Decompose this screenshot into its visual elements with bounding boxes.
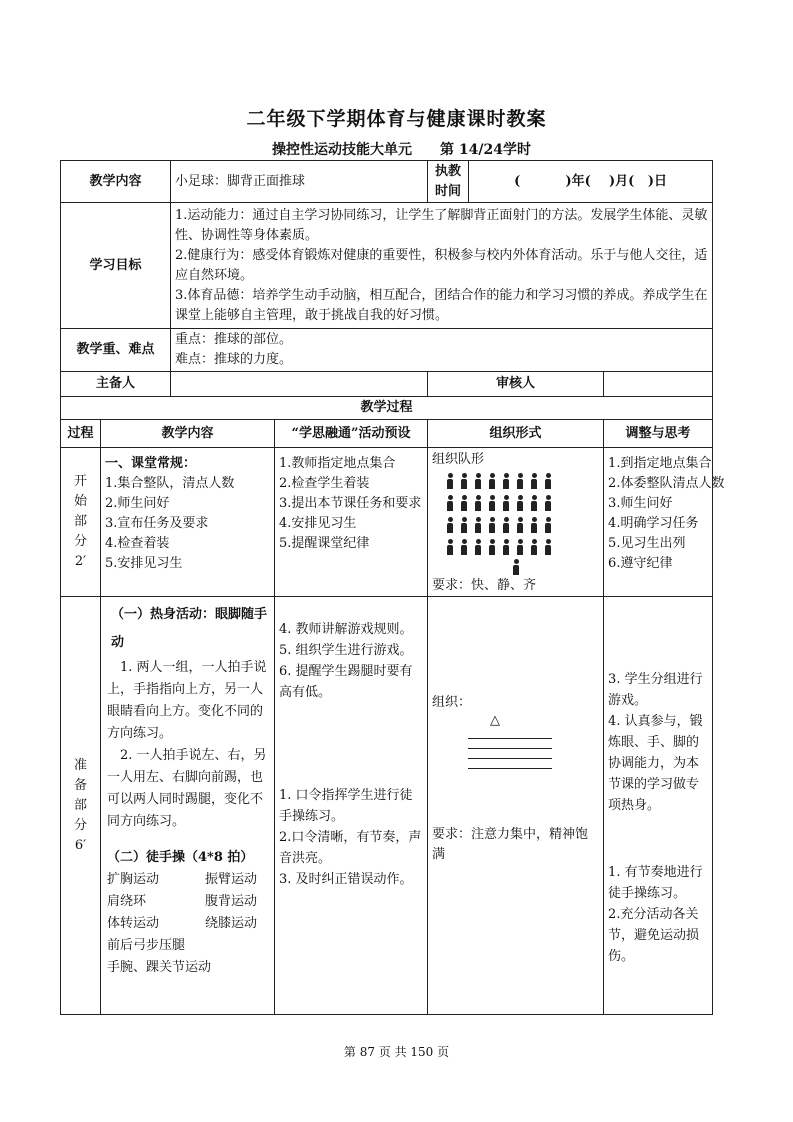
student-icon [488,539,496,555]
start-content-item: 4.检查着装 [105,536,170,551]
formation-diagram [432,470,599,576]
page-footer: 第 87 页 共 150 页 [343,1045,450,1059]
gym-item: 肩绕环 [107,894,147,909]
start-activity-item: 3.提出本节课任务和要求 [279,496,422,511]
col-adjust: 调整与思考 [604,420,713,448]
start-adjust-item: 6.遵守纪律 [608,556,673,571]
col-content: 教学内容 [101,420,275,448]
page-title: 二年级下学期体育与健康课时教案 [246,108,547,130]
goals-row [61,203,713,329]
lesson-number: 第 14/24学时 [440,142,531,158]
student-icon [446,473,454,489]
student-icon [474,539,482,555]
teacher-row [432,558,599,576]
gym-row [107,957,268,979]
student-row [446,470,599,492]
process-heading-row [61,397,713,420]
gym-row [107,891,268,913]
student-row [446,492,599,514]
prep-adjust-item: 2.充分活动各关节，避免运动损伤。 [608,907,700,964]
warmup-step: 2. 一人拍手说左、右，另一人用左、右脚向前踢，也可以两人同时踢腿，变化不同方向练习。 [107,748,267,829]
start-adjust [604,448,725,597]
student-icon [488,517,496,533]
prep-activity-item: 4. 教师讲解游戏规则。 [279,622,413,637]
process-heading: 教学过程 [61,397,713,420]
student-icon [516,473,524,489]
gym-item: 体转运动 [107,916,160,931]
goal-item: 2.健康行为：感受体育锻炼对健康的重要性，积极参与校内外体育活动。乐于与他人交往，适应自然环境。 [175,247,708,283]
student-icon [460,517,468,533]
gym-row [107,913,268,935]
prep-adjust-item: 3. 学生分组进行游戏。 [608,672,703,708]
start-adjust-item: 4.明确学习任务 [608,516,699,531]
prep-activity-item: 1. 口令指挥学生进行徒手操练习。 [279,788,413,824]
prep-activity-item: 3. 及时纠正错误动作。 [279,872,413,887]
start-activity-item: 1.教师指定地点集合 [279,456,396,471]
key-points-content [171,329,713,372]
student-icon [516,495,524,511]
gym-item: 扩胸运动 [107,872,160,887]
prep-row [61,372,713,397]
prep-activity-item: 6. 提醒学生踢腿时要有高有低。 [279,664,413,700]
exec-label-1: 执教 [435,163,462,179]
prep-org-requirement: 要求：注意力集中，精神饱满 [432,827,589,862]
student-icon [530,495,538,511]
gym-item: 手腕、踝关节运动 [107,960,212,975]
gym-title: （二）徒手操（4*8 拍） [107,850,254,865]
phase-char: 分 [73,817,87,833]
phase-char: 开 [73,474,87,489]
col-stage: 过程 [61,420,101,448]
start-content-item: 2.师生问好 [105,496,170,511]
unit-name: 操控性运动技能大单元 [272,142,412,158]
student-icon [544,539,552,555]
student-icon [460,495,468,511]
rank-line [468,738,552,739]
key-points-row [61,329,713,372]
difficulty-point: 难点：推球的力度。 [175,352,293,367]
start-organization [428,448,604,597]
phase-char: 2′ [74,554,87,569]
warmup-step: 1. 两人一组，一人拍手说上，手指指向上方，另一人眼睛看向上方。变化不同的方向练习。 [107,660,267,741]
student-icon [460,539,468,555]
key-points-label: 教学重、难点 [61,329,171,372]
exec-time-label [428,161,469,203]
gym-item: 振臂运动 [205,872,258,887]
student-icon [446,539,454,555]
prep-section-row [61,597,713,1015]
start-adjust-item: 3.师生问好 [608,496,673,511]
student-icon [516,539,524,555]
student-icon [502,473,510,489]
gym-row [107,869,268,891]
rank-line [468,768,552,769]
student-icon [474,473,482,489]
phase-char: 始 [73,494,87,509]
student-icon [502,517,510,533]
student-icon [516,517,524,533]
start-content-item: 3.宣布任务及要求 [105,516,209,531]
warmup-title: （一）热身活动：眼脚随手动 [111,607,268,650]
student-icon [474,495,482,511]
preparer-value [171,372,428,397]
phase-char: 6′ [74,837,87,853]
phase-char: 部 [73,514,87,529]
gym-row [107,935,268,957]
prep-activity-item: 5. 组织学生进行游戏。 [279,643,413,658]
student-icon [446,517,454,533]
col-organization: 组织形式 [428,420,604,448]
start-adjust-item: 1.到指定地点集合 [608,456,712,471]
student-icon [474,517,482,533]
start-adjust-item: 2.体委整队清点人数 [608,476,725,491]
goal-item: 3.体育品德：培养学生动手动脑，相互配合，团结合作的能力和学习习惯的养成。养成学生在课堂上能够自主管理，敢于挑战自我的好习惯。 [175,287,708,323]
formation-requirement: 要求：快、静、齐 [432,578,537,593]
student-icon [530,473,538,489]
col-activity: “学思融通”活动预设 [275,420,428,448]
reviewer-label: 审核人 [428,372,604,397]
phase-char: 准 [73,757,87,773]
phase-start [61,448,101,597]
student-icon [488,473,496,489]
prep-content [101,597,275,1015]
line-formation-diagram [432,713,599,769]
start-activity-item: 2.检查学生着装 [279,476,370,491]
date-value: ( )年( )月( )日 [469,161,713,203]
student-icon [488,495,496,511]
student-icon [460,473,468,489]
exec-label-2: 时间 [435,183,462,199]
teacher-icon [512,559,520,575]
process-columns-row [61,420,713,448]
start-activity-item: 4.安排见习生 [279,516,357,531]
student-row [446,536,599,558]
rank-line [468,748,552,749]
phase-char: 分 [73,534,87,549]
content-value: 小足球：脚背正面推球 [171,161,428,203]
org-label: 组织： [432,695,472,710]
student-icon [502,539,510,555]
student-icon [530,539,538,555]
teacher-triangle-icon: △ [490,713,501,728]
start-content-item: 1.集合整队，清点人数 [105,476,235,491]
student-icon [544,517,552,533]
prep-activity [275,597,428,1015]
start-content-item: 5.安排见习生 [105,556,183,571]
prep-adjust-item: 1. 有节奏地进行徒手操练习。 [608,865,703,901]
prep-activity-item: 2.口令清晰，有节奏，声音洪亮。 [279,830,422,866]
key-point: 重点：推球的部位。 [175,332,293,347]
goal-item: 1.运动能力：通过自主学习协同练习，让学生了解脚背正面射门的方法。发展学生体能、灵敏性、协调性等身体素质。 [175,207,708,243]
start-section-row [61,448,713,597]
page-subtitle [272,139,559,159]
student-icon [502,495,510,511]
gym-item: 绕膝运动 [205,916,258,931]
prep-adjust [604,597,713,1015]
student-icon [446,495,454,511]
start-content [101,448,275,597]
reviewer-value [604,372,713,397]
gym-item: 前后弓步压腿 [107,938,186,953]
goals-label: 学习目标 [61,203,171,329]
phase-char: 备 [73,777,87,793]
student-icon [544,473,552,489]
start-adjust-item: 5.见习生出列 [608,536,686,551]
phase-prep [61,597,101,1015]
content-row [61,161,713,203]
prep-organization [428,597,604,1015]
student-icon [530,517,538,533]
student-row [446,514,599,536]
content-label: 教学内容 [61,161,171,203]
phase-char: 部 [73,797,87,813]
start-activity-item: 5.提醒课堂纪律 [279,536,370,551]
start-content-title: 一、课堂常规： [105,456,197,471]
prep-adjust-item: 4. 认真参与，锻炼眼、手、脚的协调能力，为本节课的学习做专项热身。 [608,714,703,813]
student-icon [544,495,552,511]
preparer-label: 主备人 [61,372,171,397]
start-activity [275,448,428,597]
lesson-plan-table [60,160,725,1015]
gym-item: 腹背运动 [205,894,258,909]
goals-content [171,203,713,329]
rank-line [468,758,552,759]
formation-title: 组织队形 [432,452,485,467]
